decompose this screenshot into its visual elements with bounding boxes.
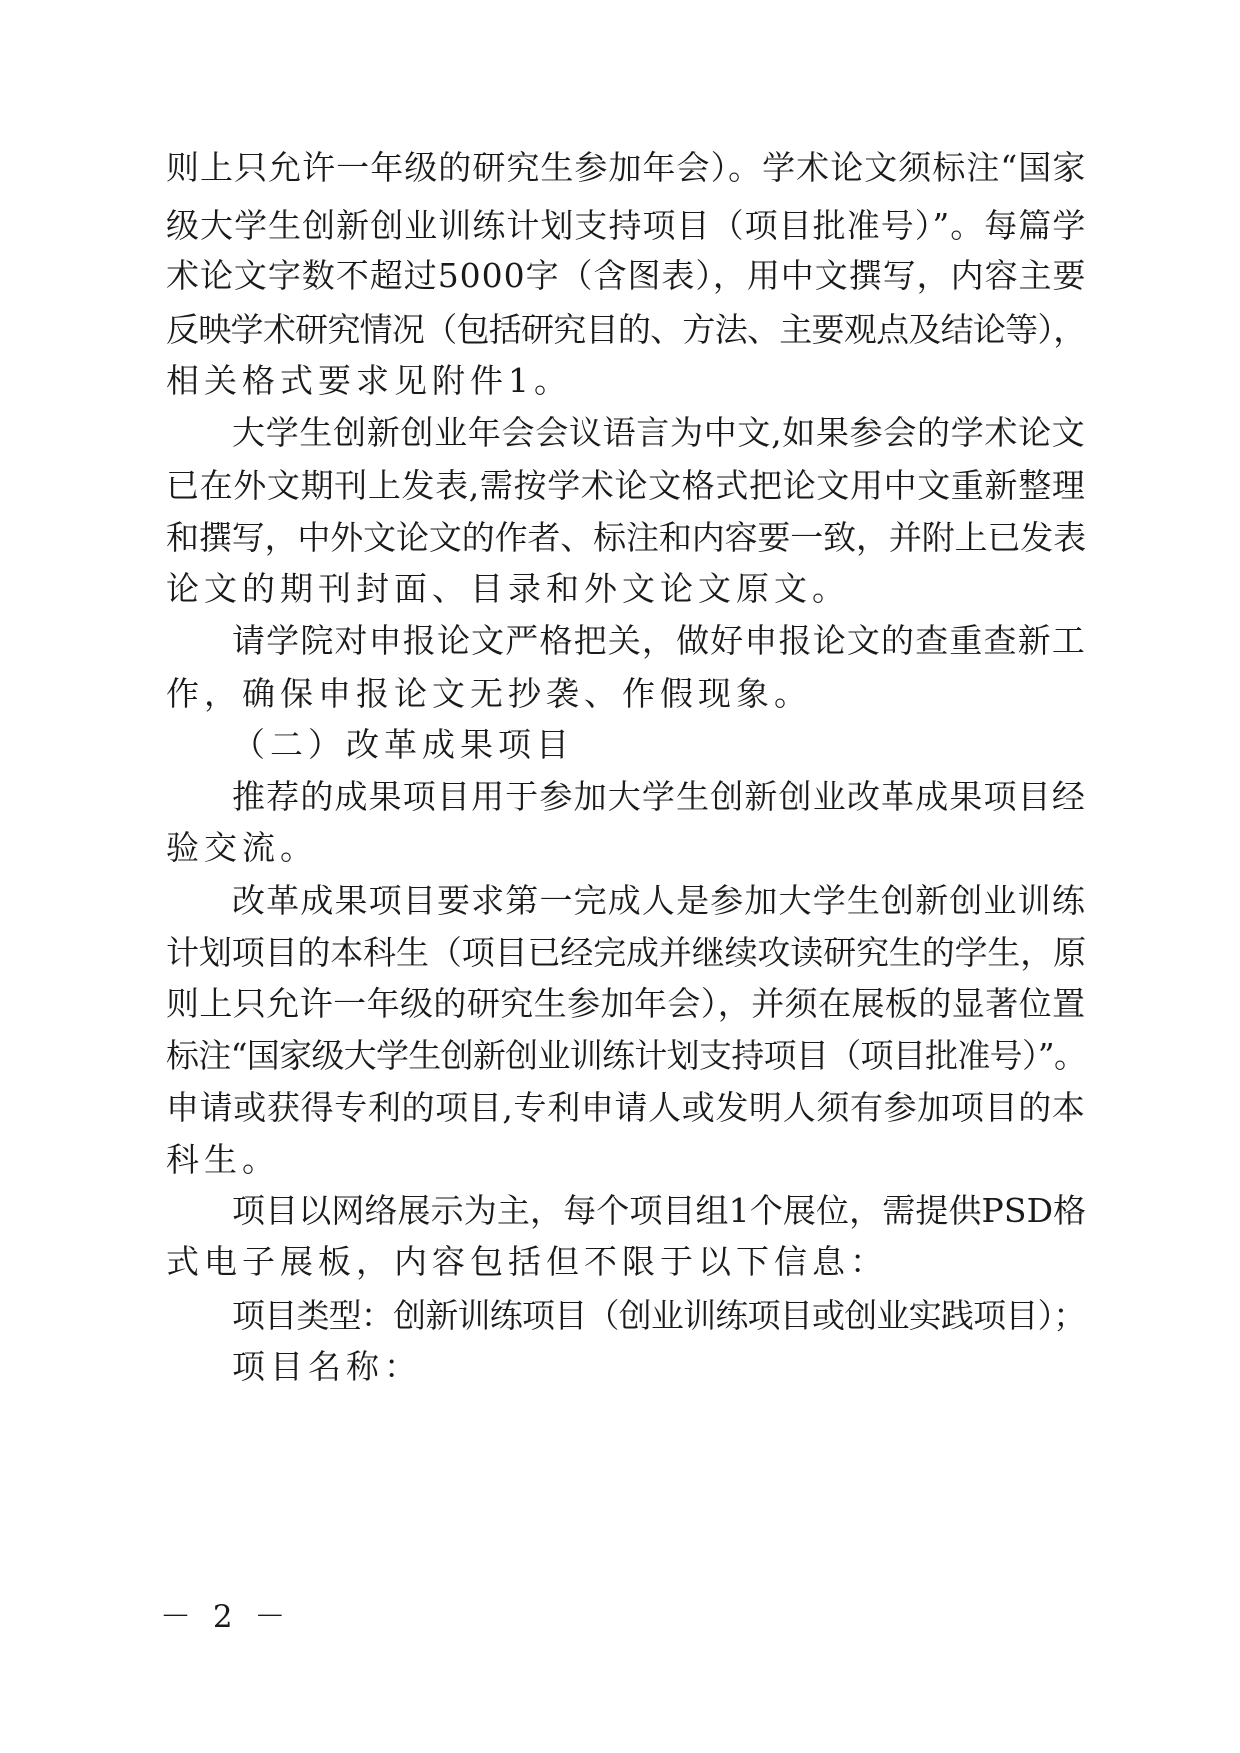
text-line: 级大学生创新创业训练计划支持项目（项目批准号）”。每篇学 <box>166 206 1087 245</box>
text-line: 申请或获得专利的项目,专利申请人或发明人须有参加项目的本 <box>166 1088 1086 1127</box>
section-heading: （二）改革成果项目 <box>232 725 574 764</box>
text-line: 科生。 <box>166 1140 280 1179</box>
text-line: 则上只允许一年级的研究生参加年会），并须在展板的显著位置 <box>166 984 1086 1023</box>
text-line: 反映学术研究情况（包括研究目的、方法、主要观点及结论等）， <box>166 310 1086 349</box>
text-line: 已在外文期刊上发表,需按学术论文格式把论文用中文重新整理 <box>166 466 1086 505</box>
text-line: 标注“国家级大学生创新创业训练计划支持项目（项目批准号）”。 <box>166 1036 1087 1075</box>
paragraph-first-line: 大学生创新创业年会会议语言为中文,如果参会的学术论文 <box>232 413 1086 452</box>
text-line: 作，确保申报论文无抄袭、作假现象。 <box>166 674 812 713</box>
text-line: 计划项目的本科生（项目已经完成并继续攻读研究生的学生，原 <box>166 933 1087 972</box>
text-line: 术论文字数不超过5000字（含图表），用中文撰写，内容主要 <box>166 256 1087 295</box>
paragraph-first-line: 改革成果项目要求第一完成人是参加大学生创新创业训练 <box>232 881 1086 920</box>
text-line: 和撰写，中外文论文的作者、标注和内容要一致，并附上已发表 <box>166 518 1087 557</box>
text-line: 验交流。 <box>166 828 318 867</box>
paragraph-first-line: 推荐的成果项目用于参加大学生创新创业改革成果项目经 <box>232 777 1086 816</box>
text-line: 论文的期刊封面、目录和外文论文原文。 <box>166 569 850 608</box>
list-item: 项目类型：创新训练项目（创业训练项目或创业实践项目）； <box>232 1296 1086 1335</box>
page-number: － 2 － <box>160 1599 292 1635</box>
list-item: 项目名称： <box>232 1347 422 1386</box>
paragraph-first-line: 请学院对申报论文严格把关，做好申报论文的查重查新工 <box>232 621 1086 660</box>
text-line: 相关格式要求见附件1。 <box>166 361 572 400</box>
text-line: 则上只允许一年级的研究生参加年会）。学术论文须标注“国家 <box>166 148 1087 187</box>
text-line: 式电子展板，内容包括但不限于以下信息： <box>166 1242 888 1281</box>
paragraph-first-line: 项目以网络展示为主，每个项目组1个展位，需提供PSD格 <box>232 1191 1087 1230</box>
